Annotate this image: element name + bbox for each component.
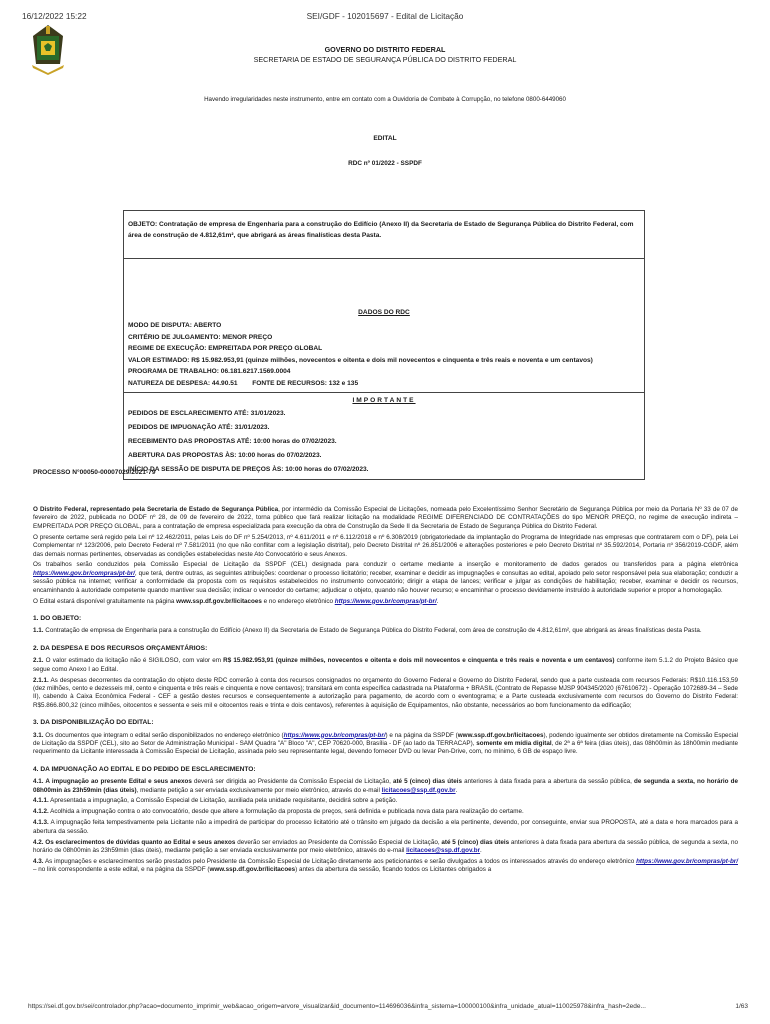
availability-text-c: .: [436, 597, 439, 605]
email-link[interactable]: licitacoes@ssp.df.gov.br: [406, 847, 481, 854]
item-text: anteriores à data fixada para abertura da sessão pública, de segunda a sexta, no horário de 08h00min às 23h59min (dias úteis), mediante petição a ser enviada exclusivamente por meio eletrônico, através do e-mail: [33, 838, 739, 854]
item-number: 4.2.: [33, 838, 44, 846]
cel-paragraph: [33, 561, 738, 595]
section-1-title: 1. DO OBJETO:: [33, 614, 82, 622]
ssp-site-text: www.ssp.df.gov.br/licitacoes: [209, 866, 296, 874]
government-heading: [0, 45, 770, 65]
item-2-1-1: [33, 677, 738, 711]
item-bold-text: até 5 (cinco) dias úteis: [441, 838, 510, 846]
item-bold-text: A impugnação ao presente Edital e seus anexos: [43, 778, 192, 786]
item-text: As despesas decorrentes da contratação do objeto deste RDC correrão à conta dos recursos consignados no orçamento do Governo Federal e Governo do Distrito Federal, sendo que a parte custeada com recursos Federais: R$10.116.153,59 (dez milhões, cento e dezesseis mil, cento e cinquenta e três reais e cinquenta e nove centavos); transitará em conta específica cadastrada na Plataforma + BRASIL (Contrato de Repasse MJSP 904345/2020 (67610672) - Operação 1072689-34 – Sede II), cabendo à Caixa Econômica Federal - CEF a gestão destes recursos e consequentemente a autorização para pagamento, de acordo com o eventograma; e a Parte custeada exclusivamente com recursos do Governo do Distrito Federal: R$5.866.800,32 (cinco milhões, oitocentos e sessenta e seis mil e oitocentos reais e trinta e dois centavos), referentes à aquisição de Equipamentos, não obstante, necessários ao bom funcionamento da edificação;: [33, 676, 738, 709]
compras-link[interactable]: https://www.gov.br/compras/pt-br/: [283, 731, 386, 739]
midia-digital-text: somente em mídia digital: [476, 739, 552, 747]
dados-row: PROGRAMA DE TRABALHO: 06.181.6217.1569.0004: [128, 368, 291, 375]
item-4-1-1: [33, 797, 738, 805]
item-bold-text: até 5 (cinco) dias úteis: [392, 778, 462, 786]
page-number: 1/63: [735, 1003, 748, 1010]
compras-link[interactable]: https://www.gov.br/compras/pt-br/: [334, 597, 437, 605]
item-text: Acolhida a impugnação contra o ato convocatório, desde que altere a formulação da proposta de preços, será definida e publicada nova data para realização do certame.: [48, 808, 524, 816]
print-title: SEI/GDF - 102015697 - Edital de Licitação: [306, 11, 464, 21]
item-number: 4.1.1.: [33, 797, 49, 805]
item-4-1: [33, 778, 738, 795]
intro-rest: , por intermédio da Comissão Especial de Licitações, nomeada pelo Excelentíssimo Senhor Secretário de Segurança Pública por meio da Portaria Nº 33 de 07 de fevereiro de 2022, publicada no DODF nº 28, de 09 de fevereiro de 2022, torna público que fará realizar licitação na modalidade REGIME DIFERENCIADO DE CONTRATAÇÕES do tipo MENOR PREÇO, no regime de execução indireta – EMPREITADA POR PREÇO GLOBAL, para a contratação de empresa especializada para execução da obra de Construção da Sede II da Secretaria de Estado de Segurança Pública do Distrito Federal.: [33, 506, 738, 530]
print-header: [0, 0, 770, 20]
print-date: 16/12/2022 15:22: [22, 11, 87, 21]
availability-text-a: O Edital estará disponível gratuitamente na página: [33, 597, 177, 605]
importante-row: PEDIDOS DE ESCLARECIMENTO ATÉ: 31/01/2023.: [128, 410, 286, 417]
item-text: conforme item 5.1.2 do Projeto Básico que segue como Anexo I ao Edital.: [33, 657, 738, 673]
item-number: 3.1.: [33, 731, 44, 739]
item-number: 4.3.: [33, 857, 44, 865]
item-text: ), podendo igualmente ser obtidos diretamente na Comissão Especial de Licitação da SSPDF (CEL), sito ao Setor de Administração Municipal - SAM Quadra "A" Bloco "A", CEP 70620-000, Brasília - DF (ao lado da TERRACAP),: [33, 731, 738, 747]
compras-link[interactable]: https://www.gov.br/compras/pt-br/: [636, 857, 738, 865]
cel-text-b: , que terá, dentre outras, as seguintes atribuições: coordenar o processo licitatório; receber, examinar e decidir as impugnações e consultas ao edital, apoiado pelo setor responsável pela sua elaboração; conduzir a sessão pública na internet; verificar a conformidade da proposta com os requisitos estabelecidos no instrumento convocatório; dirigir a etapa de lances; verificar e julgar as condições de habilitação; receber, examinar e decidir os recursos, encaminhando à autoridade competente quando mantiver sua decisão; indicar o vencedor do certame; adjudicar o objeto, quando não houver recurso; e encaminhar o processo devidamente instruído à autoridade superior e propor a homologação.: [33, 569, 738, 594]
ssp-site-text: www.ssp.df.gov.br/licitacoes: [176, 597, 262, 605]
item-text: Os documentos que integram o edital serão disponibilizados no endereço eletrônico (: [43, 731, 284, 739]
item-4-3: [33, 858, 738, 875]
item-4-1-3: [33, 819, 738, 836]
item-number: 1.1.: [33, 627, 44, 635]
item-text: , mediante petição a ser enviada exclusivamente por meio eletrônico, através do e-mail: [136, 786, 382, 794]
print-url: https://sei.df.gov.br/sei/controlador.php?acao=documento_imprimir_web&acao_origem=arvore_visualizar&id_documento=114696036&infra_sistema=100000100&infra_unidade_atual=110025978&infra_hash=2ede...: [28, 1003, 646, 1010]
dados-row: NATUREZA DE DESPESA: 44.90.51 FONTE DE RECURSOS: 132 e 135: [128, 379, 359, 387]
item-text: Contratação de empresa de Engenharia para a construção do Edifício (Anexo II) da Secretaria de Estado de Segurança Pública do Distrito Federal, com área de construção de 4.812,61m², que abrigará as áreas finalísticas desta Pasta.: [43, 627, 702, 635]
valor-estimado-text: R$ 15.982.953,91 (quinze milhões, novecentos e oitenta e dois mil novecentos e cinquenta e três reais e noventa e um centavos): [223, 657, 615, 665]
dados-row: REGIME DE EXECUÇÃO: EMPREITADA POR PREÇO GLOBAL: [128, 345, 323, 352]
government-name: GOVERNO DO DISTRITO FEDERAL: [324, 45, 446, 54]
importante-cell: [124, 393, 644, 479]
item-text: Apresentada a impugnação, a Comissão Especial de Licitação, auxiliada pela unidade requisitante, decidirá sobre a petição.: [48, 797, 398, 805]
item-text: As impugnações e esclarecimentos serão prestados pelo Presidente da Comissão Especial de Licitação diretamente aos peticionantes e serão divulgados a todos os interessados através do endereço eletrônico: [43, 857, 637, 865]
item-text: .: [455, 786, 458, 794]
item-4-1-2: [33, 808, 738, 816]
item-text: deverão ser enviados ao Presidente da Comissão Especial de Licitação,: [235, 838, 442, 846]
item-3-1: [33, 732, 738, 757]
item-number: 2.1.: [33, 657, 44, 665]
item-number: 4.1.3.: [33, 819, 49, 827]
item-text: ) e na página da SSPDF (: [385, 731, 458, 739]
section-3-title: 3. DA DISPONIBILIZAÇÃO DO EDITAL:: [33, 719, 154, 727]
item-text: A impugnação feita tempestivamente pela Licitante não a impedirá de participar do processo licitatório até o trânsito em julgado da decisão a ela pertinente, devendo, por conseguinte, enviar sua PROPOSTA, até a data e hora marcados para a abertura da sessão.: [33, 819, 738, 835]
compras-link[interactable]: https://www.gov.br/compras/pt-br/: [33, 569, 135, 577]
availability-paragraph: [33, 598, 738, 606]
importante-heading: IMPORTANTE: [352, 397, 416, 404]
item-bold-text: de segunda a sexta, no horário de 08h00min às 23h59min (dias úteis): [33, 778, 738, 794]
secretariat-name: SECRETARIA DE ESTADO DE SEGURANÇA PÚBLICA DO DISTRITO FEDERAL: [253, 55, 517, 64]
dados-row: CRITÉRIO DE JULGAMENTO: MENOR PREÇO: [128, 333, 273, 341]
edital-body: [33, 506, 738, 877]
edital-title: EDITAL: [373, 135, 397, 142]
dados-rdc-heading: DADOS DO RDC: [358, 309, 410, 316]
rdc-info-table: [123, 210, 645, 480]
edital-number: RDC nº 01/2022 - SSPDF: [348, 160, 422, 167]
ouvidoria-notice: Havendo irregularidades neste instrumento, entre em contato com a Ouvidoria de Combate à Corrupção, no telefone 0800-6449060: [204, 96, 566, 103]
section-4-title: 4. DA IMPUGNAÇÃO AO EDITAL E DO PEDIDO DE ESCLARECIMENTO:: [33, 765, 256, 773]
objeto-cell: OBJETO: Contratação de empresa de Engenharia para a construção do Edifício (Anexo II) da Secretaria de Estado de Segurança Pública do Distrito Federal, com área de construção de 4.812,61m², que abrigará as áreas finalísticas desta Pasta.: [124, 211, 644, 259]
dados-row: VALOR ESTIMADO: R$ 15.982.953,91 (quinze milhões, novecentos e oitenta e dois mil novecentos e cinquenta e três reais e noventa e um centavos): [128, 356, 593, 364]
item-text: deverá ser dirigida ao Presidente da Comissão Especial de Licitação,: [191, 778, 393, 786]
importante-row: PEDIDOS DE IMPUGNAÇÃO ATÉ: 31/01/2023.: [128, 424, 270, 431]
cel-text-a: Os trabalhos serão conduzidos pela Comissão Especial de Licitação da SSPDF (CEL) designada para conduzir o certame mediante a inserção e monitoramento de dados gerados ou transferidos para a página eletrônica: [33, 561, 738, 569]
processo-number: PROCESSO N°00050-00007029/2021-79: [33, 469, 156, 476]
importante-row: INÍCIO DA SESSÃO DE DISPUTA DE PREÇOS ÀS: 10:00 horas do 07/02/2023.: [128, 466, 369, 473]
item-text: .: [480, 847, 482, 854]
availability-text-b: e no endereço eletrônico: [261, 597, 335, 605]
importante-row: RECEBIMENTO DAS PROPOSTAS ATÉ: 10:00 horas do 07/02/2023.: [128, 438, 337, 445]
item-number: 4.1.2.: [33, 808, 49, 816]
importante-row: ABERTURA DAS PROPOSTAS ÀS: 10:00 horas do 07/02/2023.: [128, 452, 322, 459]
email-link[interactable]: licitacoes@ssp.df.gov.br: [381, 786, 456, 794]
item-bold-text: Os esclarecimentos de dúvidas quanto ao Edital e seus anexos: [43, 838, 236, 846]
item-2-1: [33, 657, 738, 674]
intro-paragraph: [33, 506, 738, 531]
legal-basis-paragraph: O presente certame será regido pela Lei nº 12.462/2011, pelas Leis do DF nº 5.254/2013, nº 4.611/2011 e nº 6.112/2018 e nº 6.308/2019 (obrigatoriedade da implantação do Programa de Integridade nas empresas que contratarem com o DF), pela Lei Complementar nº 123/2006, pelo Decreto Federal nº 7.581/2011 (no que não conflitar com a legislação distrital), pelo Decreto Distrital nº 26.851/2006 e alterações posteriores e pelo Decreto Distrital nº 35.592/2014, Portaria nº 356/2019-CGDF, além das demais normas pertinentes, observadas as condições estabelecidas neste Ato Convocatório e seus Anexos.: [33, 533, 738, 558]
item-number: 4.1.: [33, 778, 44, 786]
item-number: 2.1.1.: [33, 676, 49, 684]
item-text: – no link correspondente a este edital, e na página da SSPDF (: [33, 866, 210, 874]
item-text: ) antes da abertura da sessão, ficando todos os Licitantes obrigados a: [295, 866, 492, 874]
item-text: O valor estimado da licitação não é SIGILOSO, com valor em: [43, 657, 224, 665]
dados-rdc-cell: [124, 259, 644, 393]
intro-lead: O Distrito Federal, representado pela Secretaria de Estado de Segurança Pública: [33, 506, 279, 513]
item-1-1: [33, 627, 738, 635]
section-2-title: 2. DA DESPESA E DOS RECURSOS ORÇAMENTÁRIOS:: [33, 644, 208, 652]
item-4-2: [33, 839, 738, 856]
ssp-site-text: www.ssp.df.gov.br/licitacoes: [457, 731, 544, 739]
dados-row: MODO DE DISPUTA: ABERTO: [128, 322, 222, 329]
item-text: anteriores à data fixada para a abertura da sessão pública,: [461, 778, 634, 786]
item-text: , de 2ª a 6ª feira (dias úteis), das 08h00min às 18h00min mediante requerimento da Licitante interessada à Comissão Especial de Licitação, assinada pelo seu representante legal, devendo fornecer DVD ou levar Pen-Drive, com, no mínimo, 6 GB de espaço livre.: [33, 739, 739, 756]
